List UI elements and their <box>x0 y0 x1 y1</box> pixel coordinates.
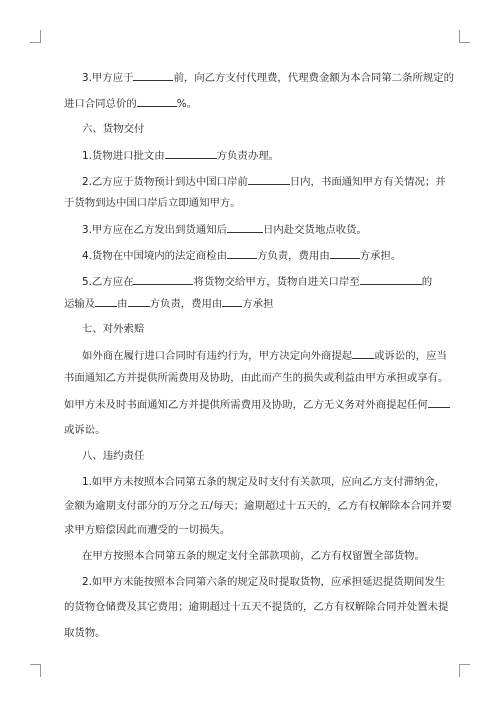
crop-mark-bottom-right <box>459 664 470 677</box>
fill-blank <box>165 148 217 159</box>
crop-mark-top-left <box>30 30 41 43</box>
fill-blank <box>330 248 360 259</box>
clause-6-5-line-2: 运输及 由 方负责，费用由 方承担 <box>64 298 274 310</box>
clause-7-line-4: 或诉讼。 <box>64 424 106 436</box>
clause-6-4: 4.货物在中国境内的法定商检由 方负责，费用由 方承担。 <box>82 250 402 262</box>
clause-6-2-line-2: 于货物到达中国口岸后立即通知甲方。 <box>64 197 241 209</box>
fill-blank <box>352 348 374 359</box>
crop-mark-bottom-left <box>30 664 41 677</box>
fill-blank <box>137 96 177 107</box>
clause-8-1-line-4: 在甲方按照本合同第五条的规定支付全部款项前，乙方有权留置全部货物。 <box>82 550 425 562</box>
crop-mark-top-right <box>459 30 470 43</box>
fill-blank <box>248 174 290 185</box>
clause-7-line-1: 如外商在履行进口合同时有违约行为，甲方决定向外商提起 或诉讼的，应当 <box>82 350 447 362</box>
fill-blank <box>428 397 450 408</box>
clause-6-2-line-1: 2.乙方应于货物预计到达中国口岸前 日内，书面通知甲方有关情况；并 <box>82 176 446 188</box>
fill-blank <box>133 274 193 285</box>
clause-6-5-line-1: 5.乙方应在 将货物交给甲方，货物自进关口岸至 的 <box>82 276 433 288</box>
paragraph-3-line-2: 进口合同总价的 %。 <box>64 98 197 110</box>
section-heading-8: 八、违约责任 <box>82 450 145 462</box>
fill-blank <box>95 296 117 307</box>
fill-blank <box>360 274 422 285</box>
clause-8-1-line-3: 求甲方赔偿因此而遭受的一切损失。 <box>64 524 231 536</box>
clause-8-1-line-2: 金额为逾期支付部分的万分之五/每天；逾期超过十五天的，乙方有权解除本合同并要 <box>64 500 452 512</box>
clause-7-line-3: 如甲方未及时书面通知乙方并提供所需费用及协助，乙方无义务对外商提起任何 <box>64 397 450 412</box>
clause-8-2-line-1: 2.如甲方未能按照本合同第六条的规定及时提取货物，应承担延迟提货期间发生 <box>82 576 446 588</box>
section-heading-7: 七、对外索赔 <box>82 323 145 335</box>
clause-7-line-2: 书面通知乙方并提供所需费用及协助，由此而产生的损失或利益由甲方承担或享有。 <box>64 372 449 384</box>
clause-6-3: 3.甲方应在乙方发出到货通知后 日内赴交货地点收货。 <box>82 224 367 236</box>
clause-8-2-line-3: 取货物。 <box>64 627 106 639</box>
section-heading-6: 六、货物交付 <box>82 123 145 135</box>
fill-blank <box>222 296 242 307</box>
clause-8-1-line-1: 1.如甲方未按照本合同第五条的规定及时支付有关款项，应向乙方支付滞纳金， <box>82 476 446 488</box>
paragraph-3-line-1: 3.甲方应于 前，向乙方支付代理费，代理费金额为本合同第二条所规定的 <box>82 72 455 84</box>
clause-8-2-line-2: 的货物仓储费及其它费用；逾期超过十五天不提货的，乙方有权解除合同并处置未提 <box>64 601 449 613</box>
fill-blank <box>133 70 173 81</box>
clause-6-1: 1.货物进口批文由 方负责办理。 <box>82 150 279 162</box>
fill-blank <box>128 296 150 307</box>
fill-blank <box>227 222 263 233</box>
fill-blank <box>227 248 257 259</box>
